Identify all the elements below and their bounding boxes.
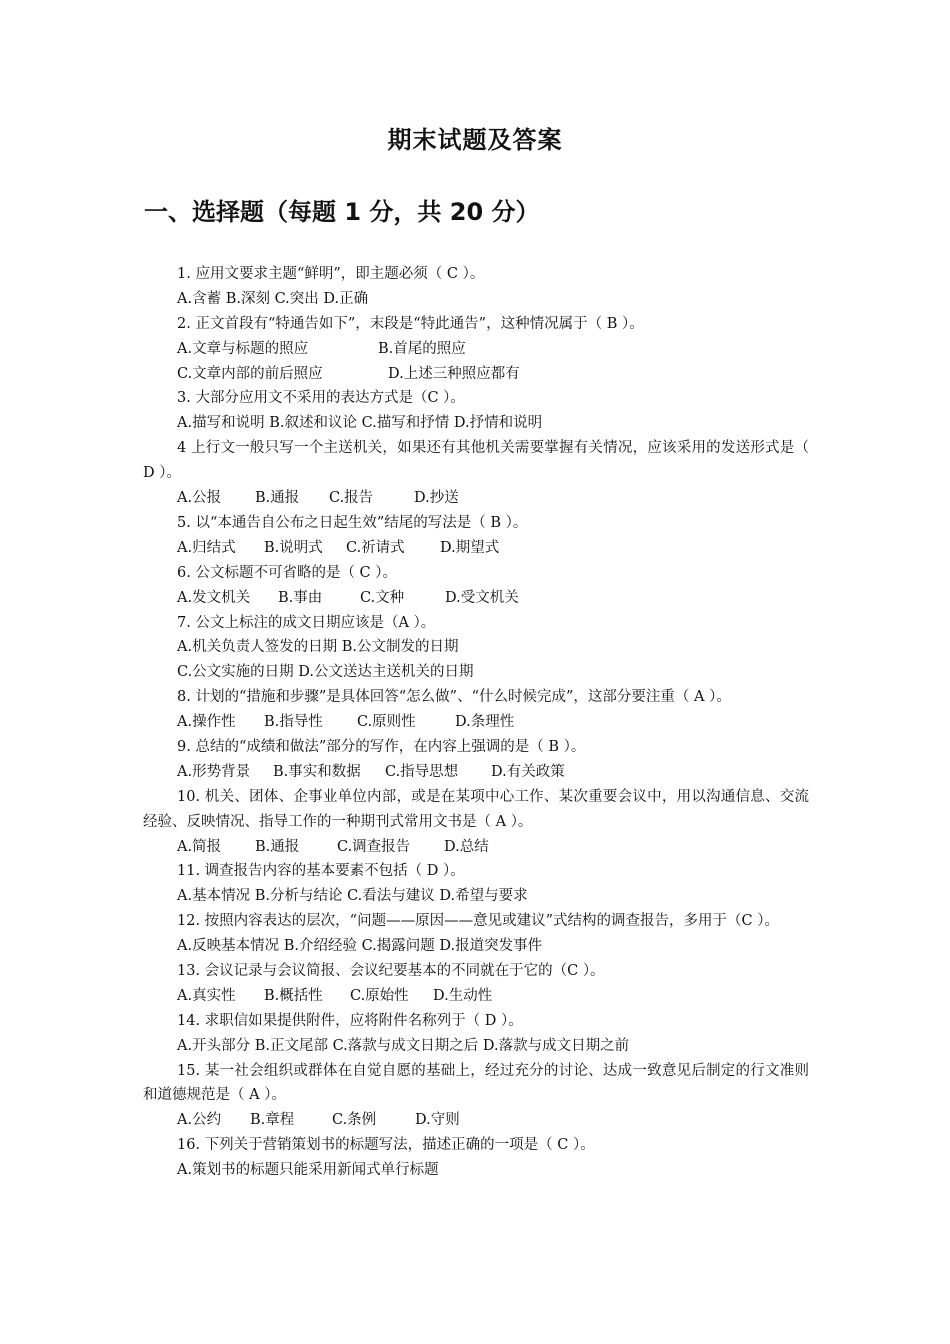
question-4: 4 上行文一般只写一个主送机关，如果还有其他机关需要掌握有关情况，应该采用的发送形式是（ D ）。 [143,440,809,482]
options-10 [143,835,809,860]
option-10a: A.简报 [177,838,222,855]
question-7: 7. 公文上标注的成文日期应该是（A ）。 [177,614,436,631]
question-12: 12. 按照内容表达的层次，“问题——原因——意见或建议”式结构的调查报告，多用于（C ）。 [177,913,779,930]
option-13d: D.生动性 [433,987,493,1004]
options-15 [143,1108,809,1133]
options-4 [143,486,809,511]
section-heading: 一、选择题（每题 1 分，共 20 分） [144,198,540,226]
option-9a: A.形势背景 [177,763,251,780]
option-2b: B.首尾的照应 [378,340,466,357]
options-16: A.策划书的标题只能采用新闻式单行标题 [177,1162,439,1179]
question-10: 10. 机关、团体、企事业单位内部，或是在某项中心工作、某次重要会议中，用以沟通信息、交流经验、反映情况、指导工作的一种期刊式常用文书是（ A ）。 [143,788,809,830]
option-9d: D.有关政策 [491,763,565,780]
question-6: 6. 公文标题不可省略的是（ C ）。 [177,564,398,581]
option-2a: A.文章与标题的照应 [177,340,309,357]
option-10d: D.总结 [444,838,489,855]
option-15d: D.守则 [415,1112,460,1129]
option-4b: B.通报 [255,490,300,507]
option-6a: A.发文机关 [177,589,251,606]
option-5a: A.归结式 [177,539,236,556]
options-5 [143,536,809,561]
option-9c: C.指导思想 [385,763,459,780]
option-15b: B.章程 [250,1112,295,1129]
option-8c: C.原则性 [357,714,416,731]
options-1: A.含蓄 B.深刻 C.突出 D.正确 [177,290,369,307]
option-4c: C.报告 [329,490,374,507]
option-8d: D.条理性 [455,714,515,731]
document-title: 期末试题及答案 [387,126,563,154]
options-7-row2: C.公文实施的日期 D.公文送达主送机关的日期 [177,664,474,681]
option-6b: B.事由 [278,589,323,606]
option-15c: C.条例 [332,1112,377,1129]
option-4a: A.公报 [177,490,222,507]
question-13: 13. 会议记录与会议简报、会议纪要基本的不同就在于它的（C ）。 [177,963,605,980]
question-1: 1. 应用文要求主题“鲜明”，即主题必须（ C ）。 [177,266,485,282]
options-14: A.开头部分 B.正文尾部 C.落款与成文日期之后 D.落款与成文日期之前 [177,1037,630,1054]
options-2-row2 [143,362,809,387]
question-9: 9. 总结的“成绩和做法”部分的写作，在内容上强调的是（ B ）。 [177,738,586,755]
option-8a: A.操作性 [177,714,236,731]
option-15a: A.公约 [177,1112,222,1129]
option-6d: D.受文机关 [445,589,519,606]
option-13c: C.原始性 [350,987,409,1004]
option-8b: B.指导性 [264,714,323,731]
option-5d: D.期望式 [440,539,500,556]
question-16: 16. 下列关于营销策划书的标题写法，描述正确的一项是（ C ）。 [177,1137,595,1154]
question-14: 14. 求职信如果提供附件，应将附件名称列于（ D ）。 [177,1012,523,1029]
question-list [143,262,809,1183]
options-7-row1: A.机关负责人签发的日期 B.公文制发的日期 [177,639,459,656]
options-12: A.反映基本情况 B.介绍经验 C.揭露问题 D.报道突发事件 [177,938,543,955]
options-2-row1 [143,337,809,362]
option-2c: C.文章内部的前后照应 [177,365,323,382]
question-11: 11. 调查报告内容的基本要素不包括（ D ）。 [177,863,465,880]
option-5c: C.祈请式 [346,539,405,556]
option-2d: D.上述三种照应都有 [388,365,520,382]
options-8 [143,710,809,735]
question-2: 2. 正文首段有“特通告如下”，末段是“特此通告”，这种情况属于（ B ）。 [177,315,644,332]
option-10b: B.通报 [255,838,300,855]
option-5b: B.说明式 [264,539,323,556]
question-3: 3. 大部分应用文不采用的表达方式是（C ）。 [177,390,465,407]
options-9 [143,760,809,785]
question-5: 5. 以“本通告自公布之日起生效”结尾的写法是（ B ）。 [177,514,528,531]
options-3: A.描写和说明 B.叙述和议论 C.描写和抒情 D.抒情和说明 [177,415,543,432]
question-8: 8. 计划的“措施和步骤”是具体回答“怎么做”、“什么时候完成”，这部分要注重（ A ）。 [177,689,731,706]
question-15: 15. 某一社会组织或群体在自觉自愿的基础上，经过充分的讨论、达成一致意见后制定的行文准则和道德规范是（ A ）。 [143,1062,809,1104]
option-13a: A.真实性 [177,987,236,1004]
option-13b: B.概括性 [264,987,323,1004]
option-6c: C.文种 [360,589,405,606]
options-11: A.基本情况 B.分析与结论 C.看法与建议 D.希望与要求 [177,888,528,905]
options-6 [143,586,809,611]
option-4d: D.抄送 [414,490,459,507]
options-13 [143,984,809,1009]
option-10c: C.调查报告 [337,838,411,855]
option-9b: B.事实和数据 [273,763,361,780]
